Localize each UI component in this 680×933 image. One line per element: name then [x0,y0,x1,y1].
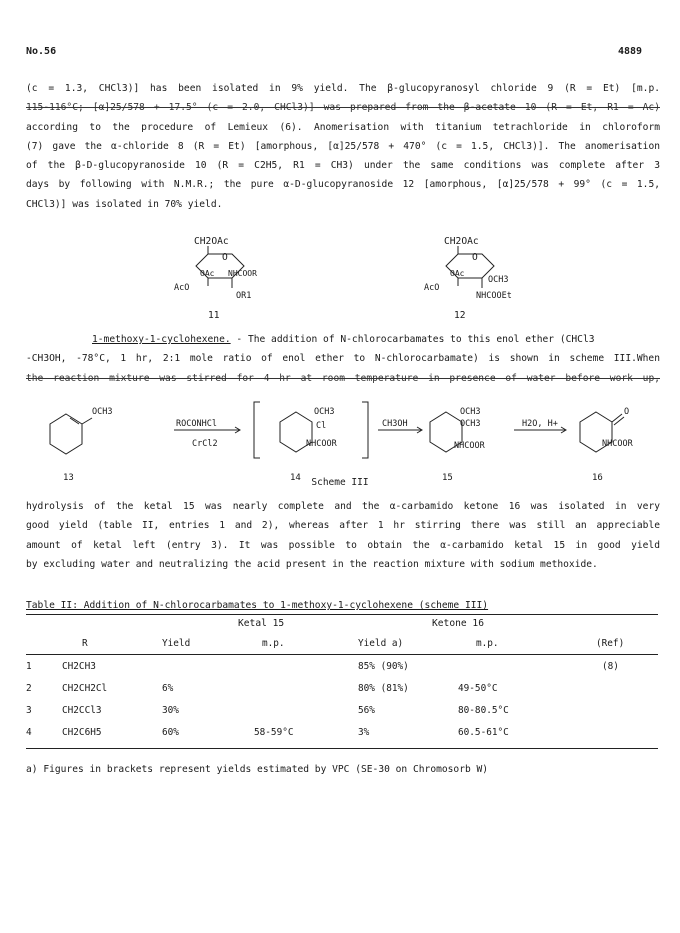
table-cell: 2 [26,682,32,694]
table-cell: 6% [162,682,174,694]
table-cell [162,655,254,678]
och3-label: OCH3 [488,275,509,285]
c16-substituent-2: NHCOOR [602,439,633,449]
table-cell: 80% (81%) [358,682,409,694]
section-heading: 1-methoxy-1-cyclohexene. [92,334,231,345]
table-cell: 1 [26,660,32,672]
table-cell: CH2CH3 [62,660,96,672]
c13-substituent: OCH3 [92,407,113,417]
text-line: according to the procedure of Lemieux (6). Anomerisation with titanium tetrachloride in chloroform [26,121,660,133]
structure-11 [150,232,290,324]
table-cell: 3 [26,704,32,716]
table-cell: (8) [602,660,619,672]
paragraph-3 [26,497,660,574]
scheme-caption: Scheme III [311,477,369,488]
column-header: (Ref) [596,637,625,649]
data-table [26,632,658,743]
reagent-2: CH3OH [382,419,408,429]
column-header: Yield [162,637,191,649]
table-cell: 85% (90%) [358,660,409,672]
nhcooet-label: NHCOOEt [476,291,512,301]
nhcoor-label: NHCOOR [228,269,257,278]
text-line: of the β-D-glucopyranoside 10 (R = C2H5, R1 = CH3) under the same conditions was complete after 3 [26,160,660,172]
text-line: by excluding water and neutralizing the acid present in the reaction mixture with sodium methoxide. [26,558,598,570]
ch2oac-label: CH2OAc [444,236,479,247]
sugar-ring-11 [196,246,244,288]
table-cell: 3% [358,726,370,738]
aco-label: AcO [174,283,190,293]
text-line: days by following with N.M.R.; the pure α-D-glucopyranoside 12 [amorphous, [α]25/578 + 99° (c = 1.5, [26,179,660,191]
table-row [26,699,658,721]
c14-substituent-2: Cl [316,421,327,431]
table-cell [254,677,344,699]
c14-substituent-3: NHCOOR [306,439,337,449]
table-rule-bottom [26,748,658,749]
compound-number-11: 11 [208,310,220,321]
journal-issue: No.56 [26,46,57,57]
paragraph-1 [26,79,660,214]
ring-oxygen-label: O [222,252,228,263]
structure-12 [400,232,540,324]
table-cell [576,677,658,699]
table-group-ketal: Ketal 15 [238,618,285,629]
reagent-1-top: ROCONHCl [176,419,217,429]
ch2oac-label: CH2OAc [194,236,229,247]
table-title: Table II: Addition of N-chlorocarbamates to 1-methoxy-1-cyclohexene (scheme III) [26,600,489,611]
text-line: 115-116°C; [α]25/578 + 17.5° (c = 2.0, CHCl3)] was prepared from the β-acetate 10 (R = Et, R1 = Ac) [26,102,660,114]
table-cell: 56% [358,704,375,716]
c15-substituent-3: NHCOOR [454,441,485,451]
table-cell: CH2CCl3 [62,704,102,716]
compound-number-13: 13 [63,473,74,483]
text-line: CHCl3)] was isolated in 70% yield. [26,198,223,210]
table-rule-top [26,614,658,615]
oac-label: OAc [200,269,215,278]
table-cell [254,655,344,678]
column-header: R [82,637,88,649]
c14-substituent-1: OCH3 [314,407,335,417]
page-number: 4889 [618,46,643,57]
table-cell: 60.5-61°C [458,726,509,738]
table-cell: 49-50°C [458,682,498,694]
c15-substituent-1: OCH3 [460,407,481,417]
bracket-left [254,402,260,458]
text-line: (7) gave the α-chloride 8 (R = Et) [amorphous, [α]25/578 + 470° (c = 1.5, CHCl3)]. The anomerisation [26,140,660,152]
text-line: -CH3OH, -78°C, 1 hr, 2:1 mole ratio of enol ether to N-chlorocarbamate) is shown in scheme III.When [26,353,660,365]
c15-substituent-2: OCH3 [460,419,481,429]
aco-label: AcO [424,283,440,293]
table-row [26,655,658,678]
carbonyl-bond [612,414,622,422]
text-line: hydrolysis of the ketal 15 was nearly complete and the α-carbamido ketone 16 was isolated in very [26,501,660,512]
table-header-row [26,632,658,655]
text-line: (c = 1.3, CHCl3)] has been isolated in 9% yield. The β-glucopyranosyl chloride 9 (R = Et) [m.p. [26,83,660,94]
column-header: Yield a) [358,637,404,649]
sugar-ring-12 [446,246,494,288]
column-header: m.p. [262,637,285,649]
table-cell: 60% [162,726,179,738]
reagent-1-bottom: CrCl2 [192,439,218,449]
reagent-3: H2O, H+ [522,419,558,429]
text-line: the reaction mixture was stirred for 4 hr at room temperature in presence of water before work up, [26,372,660,384]
table-row [26,677,658,699]
text-line: good yield (table II, entries 1 and 2), whereas after 1 hr stirring there was still an appreciable [26,520,660,532]
compound-number-15: 15 [442,473,453,483]
compound-number-12: 12 [454,310,466,321]
compound-number-16: 16 [592,473,603,483]
text-line: - The addition of N-chlorocarbamates to this enol ether (CHCl3 [236,334,595,345]
table-cell [254,699,344,721]
cyclohexene-ring-13 [50,414,82,454]
column-header: m.p. [476,637,499,649]
table-row [26,721,658,743]
table-cell: CH2C6H5 [62,726,102,738]
table-cell [436,655,576,678]
table-cell: 4 [26,726,32,738]
ring-oxygen-label: O [472,252,478,263]
text-line: amount of ketal left (entry 3). It was possible to obtain the α-carbamido ketal 15 in good yield [26,539,660,551]
oac-label: OAc [450,269,465,278]
table-group-ketone: Ketone 16 [432,618,484,629]
table-cell: 30% [162,704,179,716]
table-cell [576,721,658,743]
compound-number-14: 14 [290,473,301,483]
table-footnote: a) Figures in brackets represent yields estimated by VPC (SE-30 on Chromosorb W) [26,764,489,775]
bracket-right [362,402,368,458]
paragraph-2 [26,330,660,388]
table-cell: 58-59°C [254,726,294,738]
column-header [26,632,62,655]
table-cell: CH2CH2Cl [62,682,108,694]
or1-label: OR1 [236,291,252,301]
table-cell [576,699,658,721]
c16-substituent-1: O [624,407,630,417]
table-cell: 80-80.5°C [458,704,509,716]
